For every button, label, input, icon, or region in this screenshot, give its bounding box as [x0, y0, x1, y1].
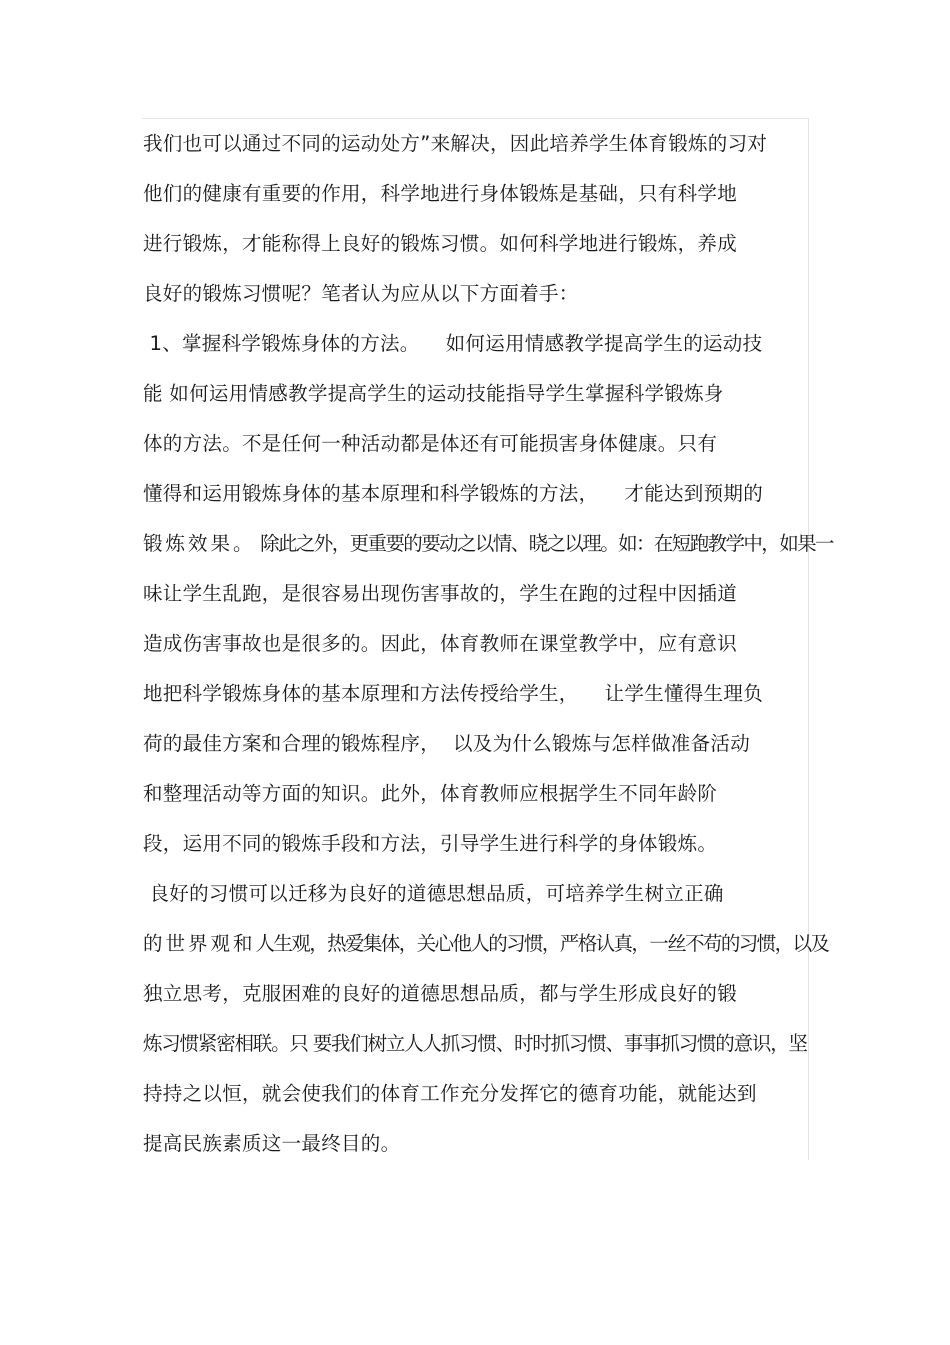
text-line: 炼习惯紧密相联。只 要我们树立人人抓习惯、时时抓习惯、事事抓习惯的意识，坚 — [143, 1032, 807, 1055]
text-line: 味让学生乱跑，是很容易出现伤害事故的，学生在跑的过程中因插道 — [143, 582, 738, 605]
text-line: 他们的健康有重要的作用，科学地进行身体锻炼是基础，只有科学地 — [143, 182, 738, 205]
text-line: 我们也可以通过不同的运动处方”来解决，因此培养学生体育锻炼的习对 — [143, 132, 768, 155]
text-line: 体的方法。不是任何一种活动都是体还有可能损害身体健康。只有 — [143, 432, 718, 455]
text-line: 懂得和运用锻炼身体的基本原理和科学锻炼的方法， 才能达到预期的 — [143, 482, 763, 505]
text-line: 造成伤害事故也是很多的。因此，体育教师在课堂教学中，应有意识 — [143, 632, 738, 655]
text-line: 独立思考，克服困难的良好的道德思想品质，都与学生形成良好的锻 — [143, 982, 738, 1005]
text-line: 能 如何运用情感教学提高学生的运动技能指导学生掌握科学锻炼身 — [143, 382, 724, 405]
text-line: 地把科学锻炼身体的基本原理和方法传授给学生， 让学生懂得生理负 — [143, 682, 763, 705]
text-line: 持持之以恒，就会使我们的体育工作充分发挥它的德育功能，就能达到 — [143, 1082, 757, 1105]
text-line: 的 世 界 观 和 人生观，热爱集体，关心他人的习惯，严格认真，一丝不苟的习惯，以及 — [143, 932, 829, 955]
text-line: 1、掌握科学锻炼身体的方法。 如何运用情感教学提高学生的运动技 — [143, 332, 763, 355]
text-line: 提高民族素质这一最终目的。 — [143, 1132, 401, 1155]
text-line: 锻 炼 效 果 。 除此之外，更重要的要动之以情、晓之以理。如：在短跑教学中，如果一 — [143, 532, 833, 555]
page-border-top — [142, 118, 808, 119]
text-line: 良好的锻炼习惯呢？笔者认为应从以下方面着手： — [143, 282, 579, 305]
text-line: 和整理活动等方面的知识。此外，体育教师应根据学生不同年龄阶 — [143, 782, 718, 805]
text-line: 荷的最佳方案和合理的锻炼程序， 以及为什么锻炼与怎样做准备活动 — [143, 732, 750, 755]
text-line: 段，运用不同的锻炼手段和方法，引导学生进行科学的身体锻炼。 — [143, 832, 718, 855]
text-line: 良好的习惯可以迁移为良好的道德思想品质，可培养学生树立正确 — [143, 882, 724, 905]
document-body — [143, 125, 843, 1175]
text-line: 进行锻炼，才能称得上良好的锻炼习惯。如何科学地进行锻炼，养成 — [143, 232, 738, 255]
